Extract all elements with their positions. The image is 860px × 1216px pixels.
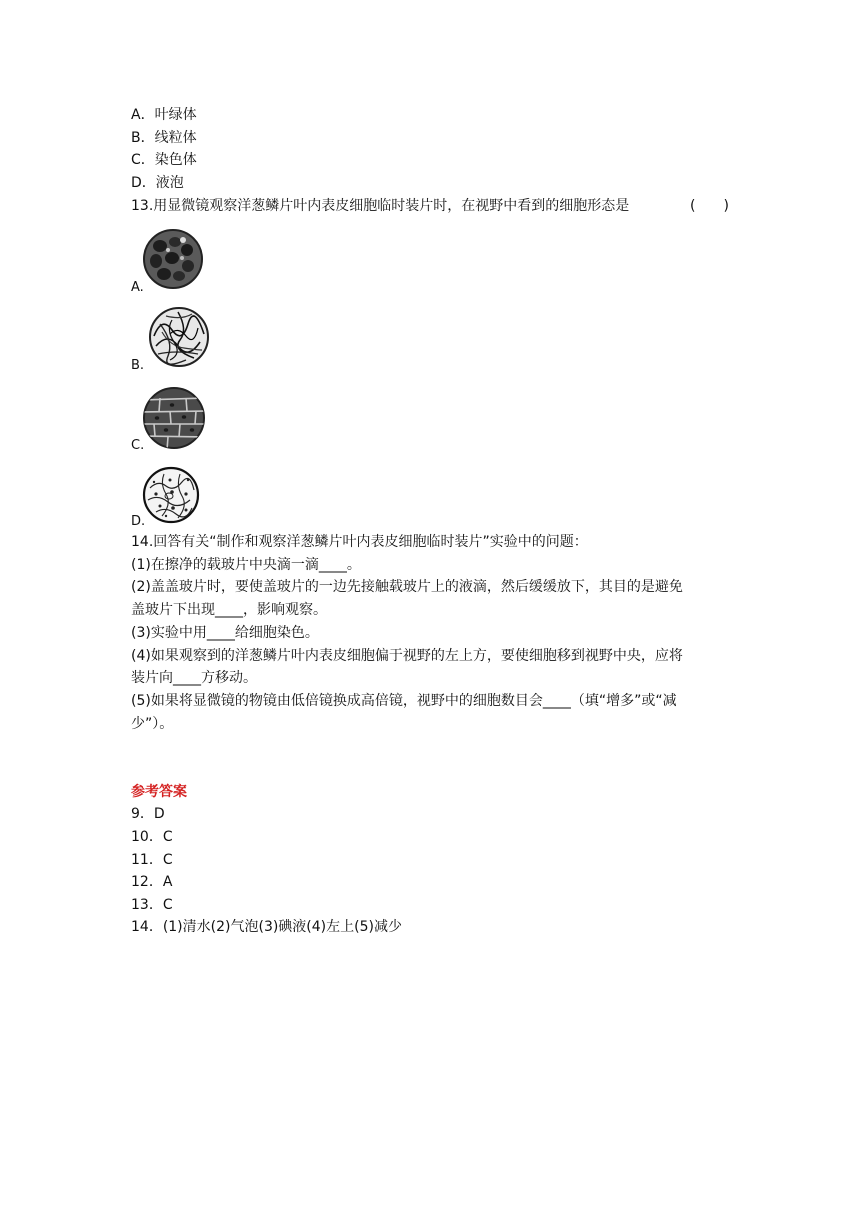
- q14-part-2-cont: 盖玻片下出现____，影响观察。: [131, 602, 327, 618]
- q13-option-b-label: B.: [131, 358, 145, 373]
- micrograph-b-image: [148, 306, 210, 368]
- q14-part-4: (4)如果观察到的洋葱鳞片叶内表皮细胞偏于视野的左上方，要使细胞移到视野中央，应将: [131, 648, 683, 664]
- q13-stem: 13.用显微镜观察洋葱鳞片叶内表皮细胞临时装片时，在视野中看到的细胞形态是: [131, 198, 630, 214]
- q13-option-a-label: A.: [131, 280, 144, 295]
- q14-part-5-cont: 少”）。: [131, 716, 174, 732]
- micrograph-c-image: [142, 386, 206, 450]
- answer-item: 9．D: [131, 806, 165, 822]
- q14-part-3: (3)实验中用____给细胞染色。: [131, 625, 319, 641]
- answer-item: 10．C: [131, 829, 173, 845]
- micrograph-a-image: [142, 228, 204, 290]
- q12-option-d: D．液泡: [131, 175, 184, 191]
- q14-part-4-cont: 装片向____方移动。: [131, 670, 257, 686]
- answer-key-title: 参考答案: [131, 784, 187, 800]
- q13-option-c-label: C.: [131, 438, 145, 453]
- answer-item: 14．(1)清水(2)气泡(3)碘液(4)左上(5)减少: [131, 919, 402, 935]
- answer-item: 13．C: [131, 897, 173, 913]
- q12-option-b: B．线粒体: [131, 130, 197, 146]
- q13-option-d-label: D.: [131, 514, 146, 529]
- q14-part-1: (1)在擦净的载玻片中央滴一滴____。: [131, 557, 361, 573]
- q13-answer-paren: ( ): [690, 198, 729, 214]
- q14-stem: 14.回答有关“制作和观察洋葱鳞片叶内表皮细胞临时装片”实验中的问题：: [131, 534, 588, 550]
- q14-part-2: (2)盖盖玻片时，要使盖玻片的一边先接触载玻片上的液滴，然后缓缓放下，其目的是避免: [131, 579, 683, 595]
- q12-option-c: C．染色体: [131, 152, 197, 168]
- answer-item: 11．C: [131, 852, 173, 868]
- q12-option-a: A．叶绿体: [131, 107, 197, 123]
- micrograph-d-image: [142, 466, 200, 524]
- q14-part-5: (5)如果将显微镜的物镜由低倍镜换成高倍镜，视野中的细胞数目会____（填“增多”或“减: [131, 693, 677, 709]
- answer-item: 12．A: [131, 874, 173, 890]
